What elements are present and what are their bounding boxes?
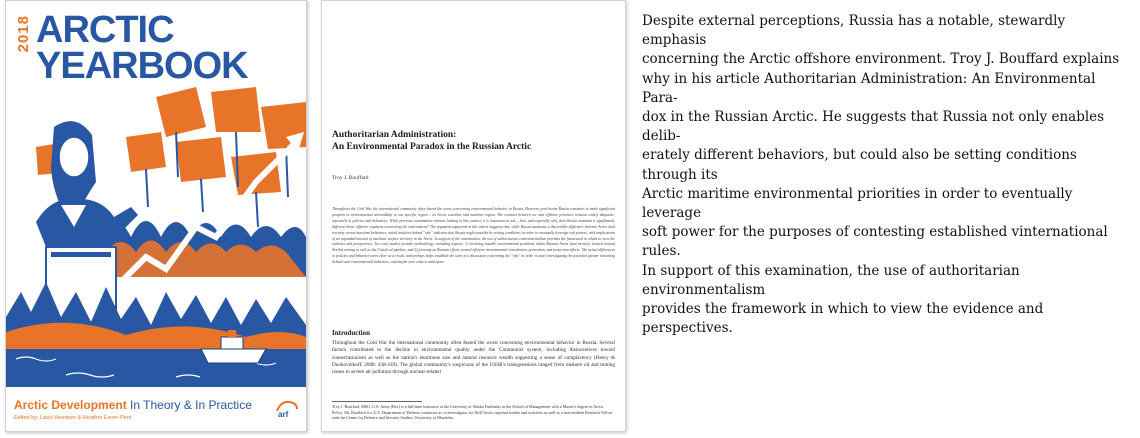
cover-editors: Edited by: Lassi Heininen & Heather Exner-Pirot bbox=[14, 415, 132, 421]
description-line: why in his article Authoritarian Administration: An Environmental Para- bbox=[642, 70, 1096, 106]
description-line: soft power for the purposes of contesting established vinternational rules. bbox=[642, 224, 1108, 260]
description-line: provides the framework in which to view the evidence and perspectives. bbox=[642, 301, 1044, 337]
description-line: Arctic maritime environmental priorities in order to eventually leverage bbox=[642, 185, 1073, 222]
introduction-heading: Introduction bbox=[332, 329, 370, 337]
article-author: Troy J. Bouffard bbox=[332, 175, 369, 181]
cover-illustration bbox=[6, 87, 306, 387]
introduction-body: Throughout the Cold War the international community often feared the worst concerning environmental behavior in Russia. Several factors contributed to the decline in environmental quality under the Communist system, including disincentives toward conservationism as well as the nation's enormous size and natural resource wealth supporting a sense of complacency (Henry & Douhovnikoff, 2008: 438-439). The global community's suspicions of the USSR's transgressions ranged from onshore oil and mining issues to severe air pollution through nuclear-related bbox=[332, 340, 615, 376]
description-line: In support of this examination, the use of authoritarian environmentalism bbox=[642, 262, 1020, 298]
article-title-line1: Authoritarian Administration: bbox=[332, 130, 457, 140]
cover-subtitle-part2: In Theory & In Practice bbox=[126, 398, 252, 412]
footnote-divider bbox=[332, 401, 422, 402]
cover-title-line1: ARCTIC bbox=[36, 9, 174, 51]
yearbook-cover bbox=[5, 0, 307, 432]
article-abstract: Throughout the Cold War, the international community often feared the worst concerning environmental behavior in Russia. However, post-Soviet Russia continues to make significant progress in environmental stewardship in one specific region – its Arctic coastline and maritime region. The contrast between on- and offshore priorities remains widely disparate, especially in policies and behaviors. While previous examination remains lacking in this context, it is important to ask – how, and especially why, does Russia maintain a significantly different Arctic offshore emphasis concerning the environment? The argument supported in this article suggests that, while Russia maintains a discernible difference between Arctic land territory versus maritime behaviors, initial intuition behind "why" indicates that Russia might possibly be setting conditions in order to eventually leverage soft powers, with implications of an expanded amount of maritime surface territory in the Arctic. In support of the examination, the use of authoritarian environmentalism provides the framework in which to view the evidence and perspectives. Two case studies provide methodology, including aspects: 1) involving notable environmental problems within Russian Arctic land territory located around Norilsk mining as well as the Usinsk oil pipeline, and 2) focusing on Russian efforts toward offshore environmental remediation, prevention, and protection efforts. The actual differences in policies and behavior seem clear as a result, and perhaps helps establish the start of a discussion concerning the "why" in order to start investigating the potential greater reasoning behind such environmental behaviors, and maybe even what to anticipate. bbox=[332, 207, 615, 265]
publisher-logo bbox=[275, 399, 299, 419]
cover-year: 2018 bbox=[15, 15, 32, 53]
article-title-line2: An Environmental Paradox in the Russian Arctic bbox=[332, 142, 532, 152]
author-footnote: Troy J. Bouffard, MSG, U.S. Army (Ret.) is a full-time instructor at the University of Alaska Fairbanks in the School of Management with a Master's degree in Arctic Policy. Mr. Bouffard is a U.S. Department of Defense contractor as co-investigator for DoD Arctic regional studies and activities as well as a non-resident Research Fellow with the Centre for Defence and Security Studies, University of Manitoba. bbox=[332, 404, 613, 421]
description-line: Despite external perceptions, Russia has a notable, stewardly emphasis bbox=[642, 13, 1066, 49]
article-first-page bbox=[321, 0, 626, 432]
description-line: concerning the Arctic offshore environment. Troy J. Bouffard explains bbox=[642, 51, 1120, 68]
description-line: erately different behaviors, but could also be setting conditions through its bbox=[642, 147, 1077, 183]
publisher-logo-text: arf bbox=[278, 410, 289, 419]
article-description bbox=[642, 12, 1130, 338]
cover-subtitle bbox=[14, 396, 252, 414]
article-title bbox=[332, 129, 617, 153]
cover-subtitle-part1: Arctic Development bbox=[14, 398, 127, 412]
cover-title-line2: YEARBOOK bbox=[36, 45, 248, 87]
description-line: dox in the Russian Arctic. He suggests that Russia not only enables delib- bbox=[642, 109, 1105, 145]
